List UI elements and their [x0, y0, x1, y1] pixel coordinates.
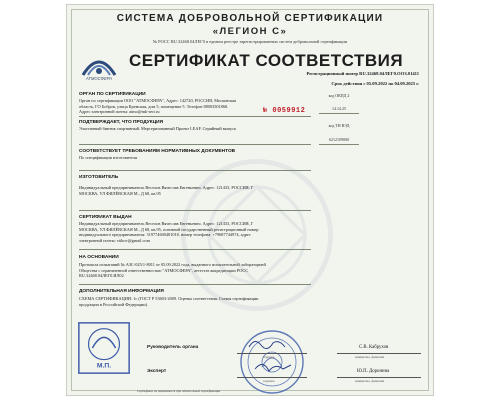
text-line: Общества с ограниченной ответственностью "АТМОСФЕРА", аттестат аккредитации РОСС: [79, 267, 249, 273]
text-line: МОСКВА, УЛ ФИЛЁВСКАЯ М., Д 68, кв.95, основной государственный регистрационный номер: [79, 226, 259, 232]
text-line: RU.32468.04ЛЕГ0.ИЛ02: [79, 273, 124, 279]
logo-text: АТМОСФЕРА: [85, 76, 113, 81]
serial-number: № 0059912: [263, 107, 306, 115]
text-line: индивидуального предпринимателя: 319774600481018, номер телефона: +79687744974, адрес: [79, 232, 251, 238]
section-heading-extra-info: ДОПОЛНИТЕЛЬНАЯ ИНФОРМАЦИЯ: [79, 289, 164, 294]
expert-signature: [253, 359, 293, 375]
text-line: Протокола испытаний № АЗС-025/1-8011 от 05.09.2022 года, выданного испытательной лабораторией: [79, 262, 266, 267]
caption-signature: подпись: [263, 355, 275, 359]
section-heading-certification-body: ОРГАН ПО СЕРТИФИКАЦИИ: [79, 92, 146, 97]
registration-number: Регистрационный номер RU.32468.04ЛЕГ0.ООЗ.01411: [306, 71, 419, 76]
expert-name: Ю.П. Доронина: [357, 369, 390, 374]
text-line: продукции в Российской Федерации).: [79, 301, 149, 307]
divider: [79, 249, 311, 250]
footnote: Сертификат не применяется при обязательной сертификации: [137, 389, 221, 393]
certificate-title: СЕРТИФИКАТ СООТВЕТСТВИЯ: [129, 51, 404, 70]
divider: [79, 170, 311, 171]
text-line: Индивидуальный предприниматель Веселов Вячеслав Евгеньевич. Адрес: 121433, РОССИЯ, Г: [79, 185, 254, 190]
basis-text: [79, 262, 309, 279]
divider: [79, 210, 311, 211]
caption-signature: подпись: [263, 379, 275, 383]
okpd-value: 14.14.25: [332, 106, 346, 111]
okpd-label: код ОКПД 2: [328, 93, 350, 98]
product-text: [79, 126, 309, 132]
signature-line: [237, 377, 307, 378]
certification-mark-stamp: [75, 319, 133, 377]
divider: [79, 116, 311, 117]
expert-role-label: Эксперт: [147, 369, 167, 374]
divider: [79, 144, 311, 145]
issued-to-text: [79, 221, 309, 243]
head-signature: [247, 335, 287, 351]
section-heading-basis: НА ОСНОВАНИИ: [79, 255, 119, 260]
text-line: Эластичный бинтик спортивный. Мерсеризованный Проект LEAF. Серийный выпуск: [79, 126, 237, 131]
section-heading-product: ПОДТВЕРЖДАЕТ, ЧТО ПРОДУКЦИЯ: [79, 120, 164, 125]
head-role-label: Руководитель органа: [147, 345, 199, 350]
signature-line: [237, 353, 307, 354]
system-name: «ЛЕГИОН С»: [212, 26, 288, 37]
system-line: СИСТЕМА ДОБРОВОЛЬНОЙ СЕРТИФИКАЦИИ: [116, 13, 384, 24]
section-heading-issued-to: СЕРТИФИКАТ ВЫДАН: [79, 215, 132, 220]
norms-text: [79, 155, 309, 161]
validity-period: Срок действия с 05.09.2022 по 04.09.2025 г.: [331, 81, 419, 86]
text-line: электронной почты: vtikov@gmail.com: [79, 237, 150, 243]
caption-name: инициалы, фамилия: [355, 379, 385, 383]
text-line: СХЕМА СЕРТИФИКАЦИИ: 1с (ГОСТ Р 53603-2009. Оценка соответствия. Схемы сертификации: [79, 296, 259, 301]
manufacturer-text: [79, 185, 309, 196]
text-line: По спецификации изготовителя: [79, 155, 137, 160]
registry-line: № РОСС RU.32468.04ЛЕГ0 в едином реестре зарегистрированных систем добровольной сертификации: [152, 39, 348, 44]
text-line: МОСКВА, УЛ ФИЛЁВСКАЯ М., Д 68, кв.95: [79, 190, 161, 196]
signature-line: [337, 353, 421, 354]
stamp-label: М.П.: [96, 362, 112, 370]
caption-name: инициалы, фамилия: [355, 355, 385, 359]
divider: [319, 113, 359, 114]
extra-info-text: [79, 296, 309, 307]
divider: [319, 144, 359, 145]
certificate-document: [66, 4, 434, 396]
text-line: область, ГО Бобров, улица Кремская, дом 5, помещение 5. Телефон 88003501868.: [79, 103, 229, 109]
tnved-label: код ТН ВЭД: [328, 123, 350, 128]
text-line: Индивидуальный предприниматель Веселов Вячеслав Евгеньевич. Адрес: 121433, РОССИЯ, Г: [79, 221, 254, 226]
text-line: Орган по сертификации ООО "АТМОСФЕРА", Адрес: 142720, РОССИЯ, Московская: [79, 98, 236, 103]
divider: [79, 284, 311, 285]
section-heading-manufacturer: ИЗГОТОВИТЕЛЬ: [79, 175, 119, 180]
tnved-value: 6212109000: [329, 137, 349, 142]
section-heading-norms: СООТВЕТСТВУЕТ ТРЕБОВАНИЯМ НОРМАТИВНЫХ ДОКУМЕНТОВ: [79, 149, 236, 154]
text-line: Адрес электронной почты: atmo@mk-sert.ru: [79, 109, 160, 115]
signature-line: [337, 377, 421, 378]
head-name: С.В. Кабрухов: [359, 345, 389, 350]
